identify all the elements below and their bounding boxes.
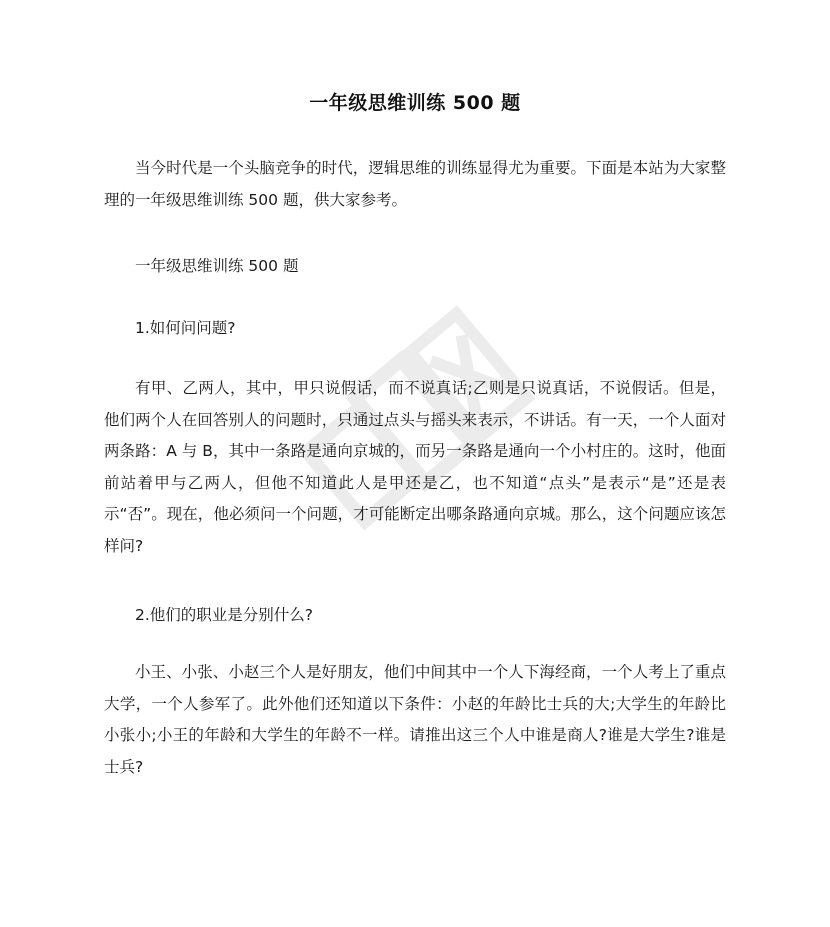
question-1-body: 有甲、乙两人，其中，甲只说假话，而不说真话;乙则是只说真话，不说假话。但是，他们两个人在回答别人的问题时，只通过点头与摇头来表示，不讲话。有一天，一个人面对两条路：A 与 B，其中一条路是通向京城的，而另一条路是通向一个小村庄的。这时，他面前站着甲与乙两人，但他不知道此人是甲还是乙，也不知道“点头”是表示“是”还是表示“否”。现在，他必须问一个问题，才可能断定出哪条路通向京城。那么，这个问题应该怎样问? [104,379,726,555]
question-1-heading: 1.如何问问题? [135,319,236,337]
section-heading: 一年级思维训练 500 题 [135,257,299,275]
question-2-body: 小王、小张、小赵三个人是好朋友，他们中间其中一个人下海经商，一个人考上了重点大学，一个人参军了。此外他们还知道以下条件：小赵的年龄比士兵的大;大学生的年龄比小张小;小王的年龄和大学生的年龄不一样。请推出这三个人中谁是商人?谁是大学生?谁是士兵? [104,663,726,776]
question-2-heading: 2.他们的职业是分别什么? [135,606,314,624]
intro-paragraph: 当今时代是一个头脑竞争的时代，逻辑思维的训练显得尤为重要。下面是本站为大家整理的一年级思维训练 500 题，供大家参考。 [104,159,726,209]
document-title: 一年级思维训练 500 题 [309,92,521,114]
